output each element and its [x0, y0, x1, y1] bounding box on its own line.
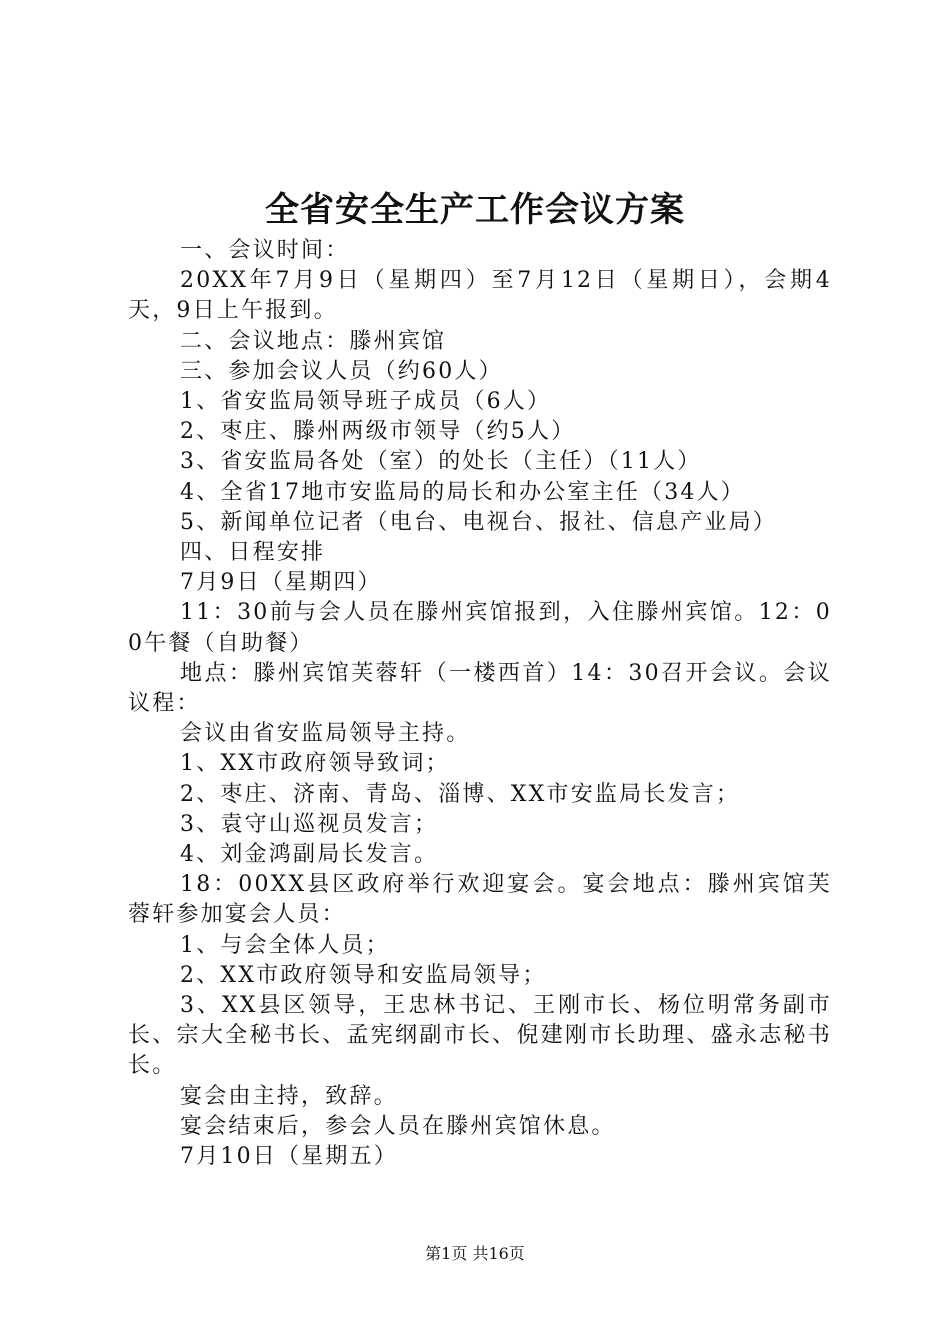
- paragraph: 1、与会全体人员；: [180, 932, 390, 958]
- paragraph: 四、日程安排: [180, 540, 326, 566]
- paragraph: 2、枣庄、济南、青岛、淄博、XX市安监局长发言；: [180, 781, 741, 807]
- paragraph: 一、会议时间：: [180, 238, 350, 263]
- paragraph: 5、新闻单位记者（电台、电视台、报社、信息产业局）: [180, 509, 777, 535]
- paragraph: 18：00XX县区政府举行欢迎宴会。宴会地点：滕州宾馆芙蓉轩参加宴会人员：: [128, 872, 832, 928]
- paragraph: 地点：滕州宾馆芙蓉轩（一楼西首）14：30召开会议。会议议程：: [128, 660, 832, 717]
- paragraph: 三、参加会议人员（约60人）: [180, 358, 503, 384]
- paragraph: 20XX年7月9日（星期四）至7月12日（星期日），会期4天，9日上午报到。: [128, 268, 832, 324]
- paragraph: 宴会结束后，参会人员在滕州宾馆休息。: [180, 1113, 616, 1139]
- paragraph: 1、省安监局领导班子成员（6人）: [180, 389, 552, 415]
- paragraph: 二、会议地点：滕州宾馆: [180, 328, 447, 354]
- paragraph: 2、枣庄、滕州两级市领导（约5人）: [180, 419, 576, 445]
- document-title: 全省安全生产工作会议方案: [265, 190, 685, 230]
- paragraph: 7月9日（星期四）: [180, 570, 382, 596]
- paragraph: 3、XX县区领导，王忠林书记、王刚市长、杨位明常务副市长、宗大全秘书长、孟宪纲副市长、倪建刚市长助理、盛永志秘书长。: [128, 993, 832, 1079]
- paragraph: 4、全省17地市安监局的局长和办公室主任（34人）: [180, 479, 745, 505]
- paragraph: 4、刘金鸿副局长发言。: [180, 842, 439, 868]
- paragraph: 2、XX市政府领导和安监局领导；: [180, 962, 547, 988]
- paragraph: 1、XX市政府领导致词；: [180, 751, 450, 777]
- paragraph: 7月10日（星期五）: [180, 1144, 398, 1170]
- paragraph: 3、袁守山巡视员发言；: [180, 811, 439, 837]
- document-body: [128, 236, 832, 1172]
- paragraph: 会议由省安监局领导主持。: [180, 721, 471, 747]
- paragraph: 11：30前与会人员在滕州宾馆报到，入住滕州宾馆。12：00午餐（自助餐）: [128, 600, 832, 656]
- paragraph: 宴会由主持，致辞。: [180, 1083, 398, 1109]
- paragraph: 3、省安监局各处（室）的处长（主任）（11人）: [180, 449, 702, 475]
- page-number-footer: 第1页 共16页: [425, 1244, 525, 1263]
